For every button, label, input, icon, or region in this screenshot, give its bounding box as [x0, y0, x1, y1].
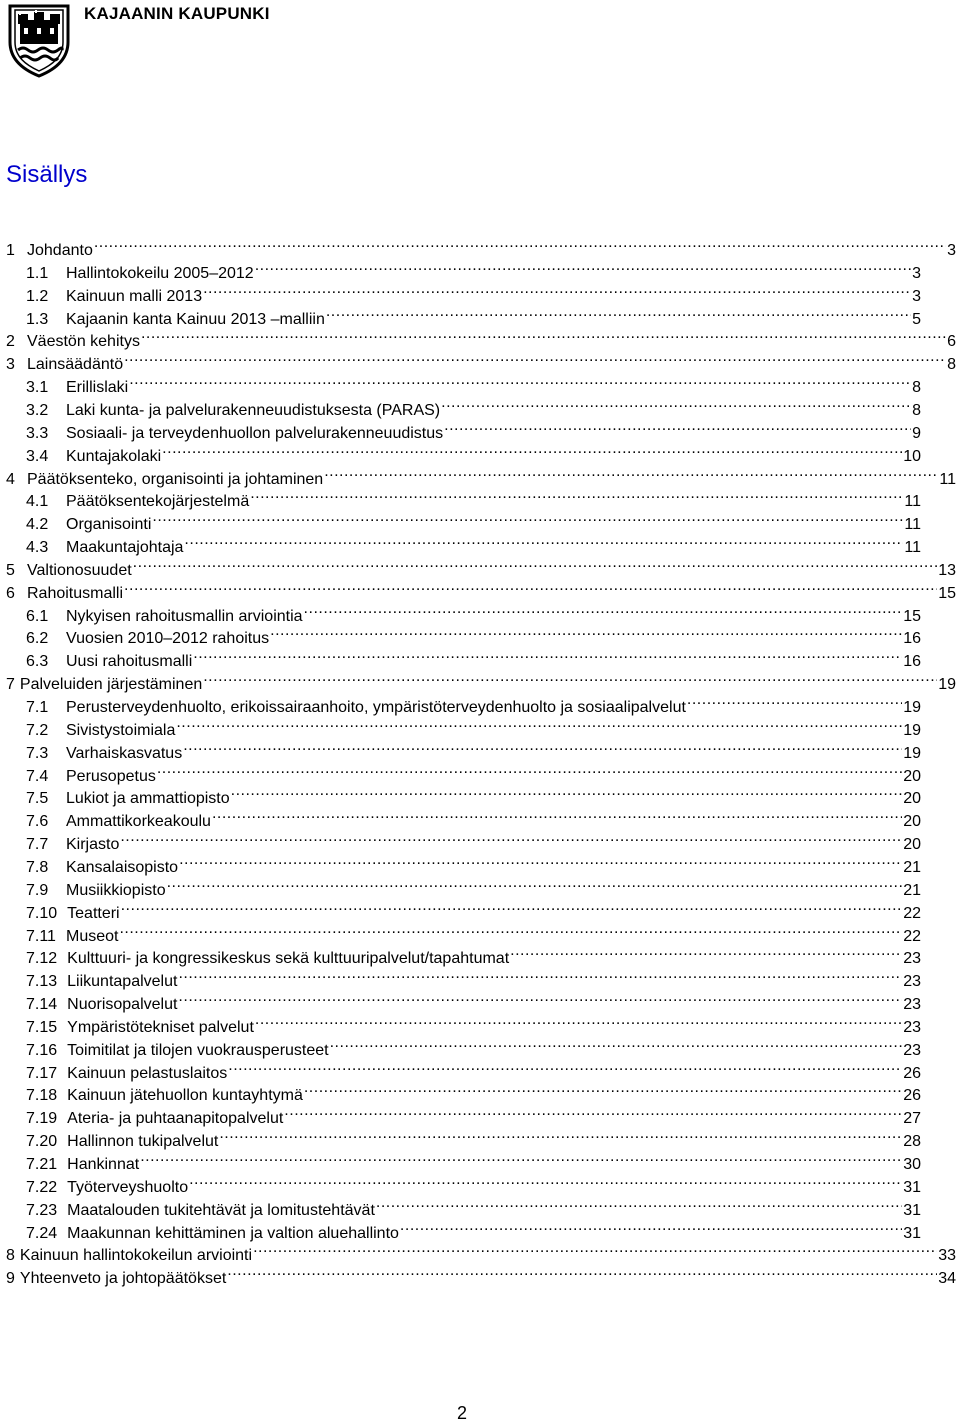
toc-entry-label: Kansalaisopisto [66, 858, 179, 876]
toc-entry-number: 1.3 [26, 310, 49, 328]
toc-entry-number: 1 [6, 242, 15, 259]
toc-entry-page: 16 [903, 653, 921, 671]
toc-entry-label: Erillislaki [66, 379, 129, 397]
toc-entry[interactable] [26, 735, 921, 762]
toc-dot-leader [94, 232, 946, 255]
toc-entry[interactable] [26, 940, 921, 968]
city-crest-icon [6, 2, 72, 78]
toc-entry[interactable] [26, 872, 921, 899]
toc-dot-leader [189, 1169, 902, 1192]
toc-dot-leader [231, 780, 903, 803]
toc-entry[interactable] [6, 323, 956, 351]
toc-entry-page: 8 [947, 356, 956, 374]
toc-dot-leader [193, 643, 902, 666]
toc-entry[interactable] [26, 438, 921, 465]
toc-entry-page: 31 [903, 1201, 921, 1219]
toc-entry-page: 13 [938, 561, 956, 579]
toc-entry-page: 23 [903, 1018, 921, 1036]
toc-entry[interactable] [26, 643, 921, 671]
toc-entry-page: 8 [912, 379, 921, 397]
toc-entry-number: 7.15 [26, 1018, 58, 1036]
toc-entry-page: 23 [903, 996, 921, 1014]
toc-dot-leader [141, 323, 946, 346]
document-header [0, 0, 960, 80]
page-number: 2 [456, 1403, 467, 1423]
toc-entry[interactable] [26, 1100, 921, 1128]
toc-entry-page: 31 [903, 1178, 921, 1196]
toc-entry-page: 11 [904, 516, 921, 534]
toc-entry[interactable] [26, 963, 921, 991]
toc-entry-number: 7.22 [26, 1178, 58, 1196]
toc-entry-number: 6.1 [26, 607, 49, 625]
toc-entry[interactable] [26, 369, 921, 397]
toc-entry-page: 27 [903, 1110, 921, 1128]
toc-entry[interactable] [6, 346, 956, 374]
toc-dot-leader [119, 918, 902, 941]
toc-entry-page: 26 [903, 1064, 921, 1082]
toc-dot-leader [152, 506, 903, 529]
toc-entry[interactable] [6, 1260, 956, 1288]
toc-entry-page: 11 [904, 493, 921, 511]
toc-entry[interactable] [26, 506, 921, 534]
toc-entry-number: 3.2 [26, 401, 49, 419]
toc-entry-label: Yhteenveto ja johtopäätökset [19, 1270, 227, 1288]
toc-entry-label: Palveluiden järjestäminen [19, 676, 203, 694]
toc-entry-number: 1.1 [26, 264, 49, 282]
toc-entry-page: 23 [903, 973, 921, 991]
toc-entry-label: Päätöksentekojärjestelmä [66, 493, 250, 511]
toc-entry-page: 8 [912, 401, 921, 419]
toc-dot-leader [219, 1123, 902, 1146]
toc-entry-label: Liikuntapalvelut [67, 973, 178, 991]
toc-dot-leader [304, 598, 903, 621]
toc-entry[interactable] [26, 918, 921, 945]
toc-entry-number: 3.3 [26, 424, 49, 442]
toc-dot-leader [176, 712, 902, 735]
toc-dot-leader [255, 1009, 902, 1032]
toc-entry-page: 23 [903, 1041, 921, 1059]
toc-entry-number: 7.9 [26, 881, 49, 899]
toc-entry[interactable] [26, 895, 921, 922]
toc-entry[interactable] [26, 301, 921, 328]
toc-dot-leader [133, 552, 938, 575]
toc-entry[interactable] [26, 1192, 921, 1219]
toc-entry-page: 11 [939, 470, 956, 488]
toc-dot-leader [253, 1237, 937, 1260]
toc-entry-number: 6 [6, 584, 15, 602]
toc-entry[interactable] [26, 483, 921, 511]
toc-dot-leader [183, 735, 902, 758]
toc-entry-label: Sivistystoimiala [66, 721, 176, 739]
toc-dot-leader [121, 895, 903, 918]
toc-entry-number: 7.8 [26, 858, 49, 876]
toc-entry-label: Varhaiskasvatus [66, 744, 183, 762]
toc-entry-label: Maakunnan kehittäminen ja valtion aluehallinto [67, 1224, 399, 1242]
toc-entry-number: 7.5 [26, 790, 49, 808]
toc-entry[interactable] [26, 1009, 921, 1036]
toc-entry-number: 8 [6, 1247, 15, 1265]
toc-entry-label: Kainuun jätehuollon kuntayhtymä [67, 1087, 303, 1105]
toc-entry-page: 28 [903, 1133, 921, 1151]
toc-dot-leader [326, 301, 911, 324]
toc-entry-label: Hankinnat [67, 1156, 140, 1173]
toc-entry-page: 26 [903, 1087, 921, 1105]
toc-dot-leader [203, 666, 937, 689]
toc-entry-number: 7.11 [26, 927, 56, 945]
toc-entry-number: 7.12 [26, 950, 58, 968]
toc-entry-label: Kajaanin kanta Kainuu 2013 –malliin [66, 310, 325, 328]
toc-entry-label: Perusopetus [66, 767, 156, 785]
toc-entry-page: 11 [904, 539, 921, 557]
toc-entry-number: 3.1 [26, 379, 49, 397]
toc-dot-leader [140, 1146, 902, 1169]
toc-entry-page: 20 [903, 790, 921, 808]
toc-dot-leader [228, 1055, 902, 1078]
toc-entry-page: 20 [903, 813, 921, 831]
toc-entry-page: 23 [903, 950, 921, 968]
toc-entry-page: 22 [903, 904, 921, 922]
toc-dot-leader [178, 986, 902, 1009]
toc-entry-label: Musiikkiopisto [66, 881, 166, 899]
toc-entry[interactable] [26, 255, 921, 282]
toc-entry-label: Laki kunta- ja palvelurakenneuudistuksesta (PARAS) [66, 401, 441, 419]
toc-entry-page: 21 [903, 858, 921, 876]
toc-entry-number: 2 [6, 333, 15, 351]
toc-dot-leader [167, 872, 903, 895]
toc-entry-number: 4.2 [26, 516, 49, 534]
toc-dot-leader [304, 1077, 902, 1100]
toc-entry-page: 3 [912, 264, 921, 282]
toc-dot-leader [510, 940, 902, 963]
toc-entry-label: Hallinnon tukipalvelut [67, 1133, 219, 1151]
toc-dot-leader [330, 1032, 903, 1055]
toc-dot-leader [178, 963, 902, 986]
toc-entry-label: Vuosien 2010–2012 rahoitus [66, 630, 270, 648]
toc-entry-number: 5 [6, 561, 15, 579]
toc-entry-number: 7.19 [26, 1110, 58, 1128]
toc-dot-leader [227, 1260, 937, 1283]
toc-entry[interactable] [26, 780, 921, 808]
toc-entry-label: Kirjasto [66, 836, 120, 854]
toc-entry-label: Lukiot ja ammattiopisto [66, 790, 230, 808]
toc-entry-label: Maakuntajohtaja [66, 539, 184, 557]
toc-entry[interactable] [6, 575, 956, 602]
toc-entry[interactable] [26, 1077, 921, 1105]
toc-dot-leader [179, 849, 902, 872]
toc-entry[interactable] [26, 620, 921, 648]
toc-entry[interactable] [6, 1237, 956, 1265]
toc-entry[interactable] [26, 1146, 921, 1173]
toc-entry-label: Väestön kehitys [27, 333, 140, 351]
toc-entry[interactable] [26, 415, 921, 442]
toc-entry-number: 7.17 [26, 1064, 58, 1082]
toc-entry[interactable] [26, 803, 921, 831]
toc-entry-page: 5 [912, 310, 921, 328]
toc-dot-leader [444, 415, 911, 438]
toc-entry-label: Ateria- ja puhtaanapitopalvelut [67, 1110, 284, 1128]
toc-entry-label: Päätöksenteko, organisointi ja johtaminen [27, 470, 324, 488]
toc-dot-leader [270, 620, 902, 643]
toc-dot-leader [324, 461, 938, 484]
toc-entry-label: Perusterveydenhuolto, erikoissairaanhoito, ympäristöterveydenhuolto ja sosiaalipalvelut [66, 699, 686, 716]
toc-entry-label: Työterveyshuolto [67, 1178, 189, 1196]
toc-entry-label: Kuntajakolaki [66, 447, 162, 465]
toc-entry-page: 15 [903, 607, 921, 625]
toc-dot-leader [376, 1192, 902, 1215]
toc-entry-number: 7.10 [26, 904, 58, 922]
toc-entry[interactable] [26, 1032, 921, 1059]
toc-entry-label: Johdanto [27, 242, 93, 259]
toc-dot-leader [157, 758, 902, 781]
toc-dot-leader [400, 1215, 902, 1238]
toc-entry-page: 15 [938, 584, 956, 602]
toc-dot-leader [124, 346, 946, 369]
toc-entry[interactable] [6, 232, 956, 259]
toc-entry-page: 21 [903, 881, 921, 899]
toc-dot-leader [120, 826, 902, 849]
toc-entry[interactable] [26, 758, 921, 785]
toc-entry-number: 7.3 [26, 744, 49, 762]
toc-entry-number: 7.6 [26, 813, 49, 831]
toc-entry[interactable] [26, 826, 921, 854]
toc-entry[interactable] [26, 986, 921, 1014]
toc-entry-page: 33 [938, 1247, 956, 1265]
toc-entry-label: Valtionosuudet [27, 561, 132, 579]
toc-entry[interactable] [26, 1055, 921, 1082]
toc-entry-label: Sosiaali- ja terveydenhuollon palvelurakenneuudistus [66, 424, 444, 442]
toc-entry[interactable] [26, 689, 921, 716]
toc-entry-number: 7.4 [26, 767, 49, 785]
toc-entry-label: Organisointi [66, 516, 152, 534]
toc-title: Sisällys [6, 161, 88, 188]
toc-entry-label: Rahoitusmalli [27, 584, 124, 602]
toc-entry[interactable] [26, 598, 921, 625]
toc-dot-leader [129, 369, 911, 392]
toc-entry-label: Lainsäädäntö [27, 356, 124, 374]
toc-entry-page: 19 [938, 676, 956, 694]
toc-entry-page: 16 [903, 630, 921, 648]
toc-entry-label: Ammattikorkeakoulu [66, 813, 211, 831]
toc-entry-page: 31 [903, 1224, 921, 1242]
toc-entry-label: Kainuun hallintokokeilun arviointi [19, 1247, 253, 1265]
toc-entry-label: Hallintokokeilu 2005–2012 [66, 264, 254, 282]
toc-dot-leader [203, 278, 911, 301]
toc-entry[interactable] [26, 392, 921, 419]
toc-entry-number: 4.1 [26, 493, 49, 511]
toc-entry-number: 7.16 [26, 1041, 58, 1059]
toc-entry-number: 6.3 [26, 653, 49, 671]
toc-entry-page: 3 [912, 287, 921, 305]
toc-entry-label: Ympäristötekniset palvelut [67, 1018, 254, 1036]
toc-entry-number: 7.1 [26, 699, 49, 716]
toc-entry-page: 10 [903, 447, 921, 465]
toc-entry-page: 3 [947, 242, 956, 259]
toc-dot-leader [284, 1100, 902, 1123]
toc-entry-label: Kainuun malli 2013 [66, 287, 203, 305]
toc-dot-leader [255, 255, 911, 278]
toc-entry[interactable] [26, 849, 921, 876]
toc-entry-page: 30 [903, 1156, 921, 1173]
toc-entry-number: 7.13 [26, 973, 58, 991]
toc-dot-leader [250, 483, 903, 506]
toc-dot-leader [124, 575, 937, 598]
toc-entry-number: 7 [6, 676, 15, 694]
toc-entry-number: 6.2 [26, 630, 49, 648]
toc-entry[interactable] [26, 1169, 921, 1196]
toc-entry-page: 19 [903, 744, 921, 762]
toc-dot-leader [687, 689, 902, 712]
toc-entry-number: 7.23 [26, 1201, 58, 1219]
toc-entry-number: 7.2 [26, 721, 49, 739]
toc-entry-page: 19 [903, 721, 921, 739]
toc-entry[interactable] [6, 666, 956, 694]
toc-dot-leader [184, 529, 903, 552]
toc-entry-page: 19 [903, 699, 921, 716]
toc-entry-number: 7.18 [26, 1087, 58, 1105]
toc-entry-number: 3.4 [26, 447, 49, 465]
toc-entry[interactable] [26, 278, 921, 305]
toc-entry-label: Maatalouden tukitehtävät ja lomitustehtävät [67, 1201, 375, 1219]
toc-entry-number: 1.2 [26, 287, 49, 305]
toc-entry-number: 7.7 [26, 836, 49, 854]
toc-entry-label: Nykyisen rahoitusmallin arviointia [66, 607, 303, 625]
toc-entry-label: Toimitilat ja tilojen vuokrausperusteet [67, 1041, 329, 1059]
toc-entry-label: Teatteri [67, 904, 120, 922]
toc-entry[interactable] [26, 1215, 921, 1242]
toc-entry[interactable] [26, 1123, 921, 1151]
organization-name: KAJAANIN KAUPUNKI [84, 4, 270, 23]
toc-entry-number: 7.21 [26, 1156, 58, 1173]
toc-entry-page: 6 [947, 333, 956, 351]
toc-entry-number: 7.20 [26, 1133, 58, 1151]
toc-entry[interactable] [26, 529, 921, 557]
toc-entry-label: Museot [66, 927, 119, 945]
toc-entry-label: Kainuun pelastuslaitos [67, 1064, 228, 1082]
toc-entry[interactable] [26, 712, 921, 739]
toc-entry-page: 34 [938, 1270, 956, 1288]
toc-entry-page: 9 [912, 424, 921, 442]
toc-entry-label: Kulttuuri- ja kongressikeskus sekä kulttuuripalvelut/tapahtumat [67, 950, 510, 968]
toc-entry-number: 7.14 [26, 996, 58, 1014]
toc-dot-leader [212, 803, 902, 826]
toc-dot-leader [162, 438, 902, 461]
toc-entry-number: 9 [6, 1270, 15, 1288]
toc-entry[interactable] [6, 552, 956, 579]
toc-entry-page: 20 [903, 836, 921, 854]
toc-entry-number: 4.3 [26, 539, 49, 557]
toc-entry[interactable] [6, 461, 956, 488]
toc-entry-number: 7.24 [26, 1224, 58, 1242]
toc-entry-page: 22 [903, 927, 921, 945]
toc-dot-leader [441, 392, 911, 415]
toc-entry-label: Uusi rahoitusmalli [66, 653, 193, 671]
toc-entry-label: Nuorisopalvelut [67, 996, 178, 1014]
toc-entry-page: 20 [903, 767, 921, 785]
toc-entry-number: 3 [6, 356, 15, 374]
toc-entry-number: 4 [6, 470, 15, 488]
